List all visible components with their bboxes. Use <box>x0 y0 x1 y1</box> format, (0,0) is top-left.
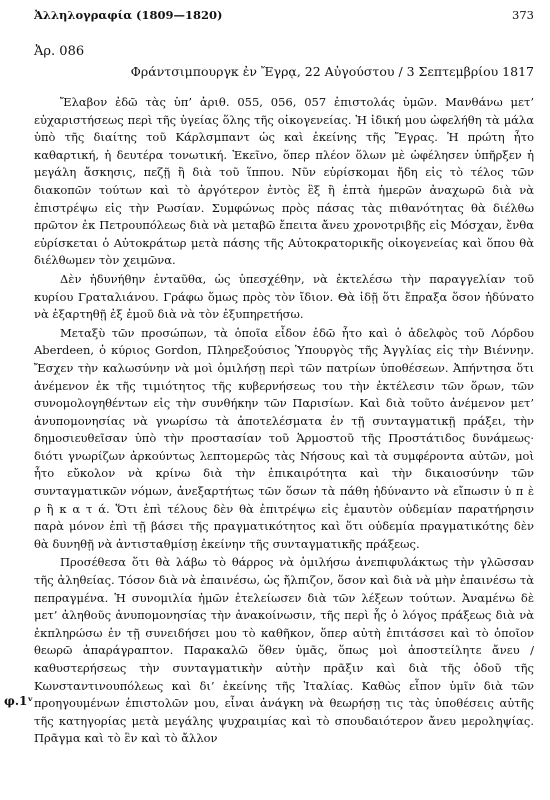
page-number: 373 <box>512 8 534 22</box>
paragraph: Δὲν ἠδυνήθην ἐνταῦθα, ὡς ὑπεσχέθην, νὰ ἐκτελέσω τὴν παραγγελίαν τοῦ κυρίου Γραταλιάνου. Γράφω ὅμως πρὸς τὸν ἴδιον. Θὰ ἰδῇ ὅτι ἔπραξα ὅσον ἠδύνατο νὰ ἐξαρτηθῇ ἐξ ἐμοῦ διὰ νὰ τὸν ἐξυπηρετήσω. <box>34 271 534 322</box>
letter-place-date: Φράντσιμπουργκ ἐν Ἔγρᾳ, 22 Αὐγούστου / 3 Σεπτεμβρίου 1817 <box>130 64 534 79</box>
running-head-title: Ἀλληλογραφία (1809—1820) <box>34 8 223 22</box>
letter-number: Ἀρ. 086 <box>34 44 85 59</box>
running-head <box>34 8 534 26</box>
paragraph: Προσέθεσα ὅτι θὰ λάβω τὸ θάρρος νὰ ὁμιλήσω ἀνεπιφυλάκτως τὴν γλῶσσαν τῆς ἀληθείας. Τόσον διὰ νὰ ἐπαινέσω, ὡς ἤλπιζον, ὅσον καὶ διὰ νὰ μὴν ἐπαινέσω τὰ πεπραγμένα. Ἡ συνομιλία ἡμῶν ἐτελείωσεν διὰ τῶν λέξεων τούτων. Ἀναμένω δὲ μετ’ ἀληθοῦς ἀνυπομονησίας τὴν ἀνακοίνωσιν, τῆς περὶ ἧς ὁ λόγος πράξεως διὰ νὰ ἐκπληρώσω ἐν τῇ συνειδήσει μου τὸ καθῆκον, ὅπερ αὐτὴ ἐπιτάσσει καὶ τὸ ὁποῖον θεωρῶ ἀπαράγραπτον. Παρακαλῶ ὅθεν ὑμᾶς, ὅπως μοὶ ἀποστείλητε ἄνευ / καθυστερήσεως τὴν συνταγματικὴν αὐτὴν πρᾶξιν καὶ διὰ τῆς ὁδοῦ τῆς Κωνσταντινουπόλεως καὶ δι’ ἐκείνης τῆς Ἰταλίας. Καθὼς εἶπον ὑμῖν διὰ τῶν προηγουμένων ἐπιστολῶν μου, εἶναι ἀνάγκη νὰ θεωρήσῃ τις τὰς ὑποθέσεις αὐτῆς τῆς κατηγορίας μετὰ μεγάλης ψυχραιμίας καὶ τὸ σπουδαιότερον ἄνευ μεροληψίας. Πρᾶγμα καὶ τὸ ἓν καὶ τὸ ἄλλον <box>34 555 534 746</box>
folio-margin-note: φ.1ᵛ <box>4 694 34 708</box>
paragraph: Μεταξὺ τῶν προσώπων, τὰ ὁποῖα εἶδον ἐδῶ ἦτο καὶ ὁ ἀδελφὸς τοῦ Λόρδου Aberdeen, ὁ κύριος Gordon, Πληρεξούσιος Ὑπουργὸς τῆς Ἀγγλίας εἰς τὴν Βιέννην. Ἔσχεν τὴν καλωσύνην νὰ μοὶ ὁμιλήσῃ περὶ τῶν πατρίων ὑποθέσεων. Ἀπήντησα ὅτι ἀνέμενον ἐκ τῆς τιμιότητος τῆς κυβερνήσεως του τὴν ἐκτέλεσιν τῶν ὅρων, τῶν συνομολογηθέντων εἰς τὴν συνθήκην τῶν Παρισίων. Καὶ διὰ τοῦτο ἀνέμενον μετ’ ἀνυπομονησίας νὰ γνωρίσω τὰ ἀποτελέσματα ἐν τῇ συνταγματικῇ πράξει, τὴν δημοσιευθεῖσαν ὑπὸ τὴν προστασίαν τοῦ Ἁρμοστοῦ τῆς Προστάτιδος δυνάμεως· διότι γνωρίζων ἀρκούντως λεπτομερῶς τὰς Νήσους καὶ τὰ συμφέροντα αὐτῶν, μοὶ ἦτο εὔκολον νὰ κρίνω διὰ τὴν ἐπικαιρότητα καὶ τὴν δικαιοσύνην τῶν συνταγματικῶν νόμων, ἀνεξαρτήτως τῶν ὅσων τὰ πάθη ἠδύναντο νὰ εἴπωσιν ὑ π ὲ ρ ἢ κ α τ ά. Ὅτι ἐπὶ τέλους δὲν θὰ ἐπιτρέψω εἰς ἐμαυτὸν οὐδεμίαν παρατήρησιν παρὰ μόνον ἐπὶ τῇ βάσει τῆς πραγματικότητος καὶ ὅτι οὐδεμία πραγματικότης δὲν θὰ δυνηθῇ νὰ ἀντισταθμίσῃ ἐκείνην τῆς συνταγματικῆς πράξεως. <box>34 325 534 551</box>
paragraph: Ἔλαβον ἐδῶ τὰς ὑπ’ ἀριθ. 055, 056, 057 ἐπιστολάς ὑμῶν. Μανθάνω μετ’ εὐχαριστήσεως περὶ τῆς ὑγείας ὅλης τῆς οἰκογενείας. Ἡ ἰδική μου ὠφελήθη τὰ μάλα ὑπὸ τῆς διαίτης τοῦ Κάρλσμπαντ ὡς καὶ ἐκείνης τῆς Ἔγρας. Ἡ πρώτη ἦτο καθαρτική, ἡ δευτέρα τονωτική. Ἐκεῖνο, ὅπερ πλέον ὅλων μὲ ὠφέλησεν ὑπῆρξεν ἡ μεγάλη ἄσκησις, πεζῇ ἢ διὰ τοῦ ἵππου. Νῦν εὑρίσκομαι ἤδη εἰς τὸ τέλος τῶν διακοπῶν τούτων καὶ τὸ ἀργότερον ἐντὸς ἓξ ἢ ἑπτὰ ἡμερῶν ἀναχωρῶ διὰ νὰ ἐπιστρέψω εἰς τὴν Ρωσίαν. Συμφώνως πρὸς πάσας τὰς πιθανότητας θὰ διέλθω πρῶτον ἐκ Πετρουπόλεως διὰ νὰ μεταβῶ ἔπειτα ἄνευ χρονοτριβῆς εἰς Μόσχαν, ἔνθα εὑρίσκεται ὁ Αὐτοκράτωρ μετὰ πάσης τῆς Αὐτοκρατορικῆς οἰκογενείας καὶ ὅπου θὰ διέλθωμεν τὸν χειμῶνα. <box>34 95 534 268</box>
letter-body <box>34 94 534 748</box>
